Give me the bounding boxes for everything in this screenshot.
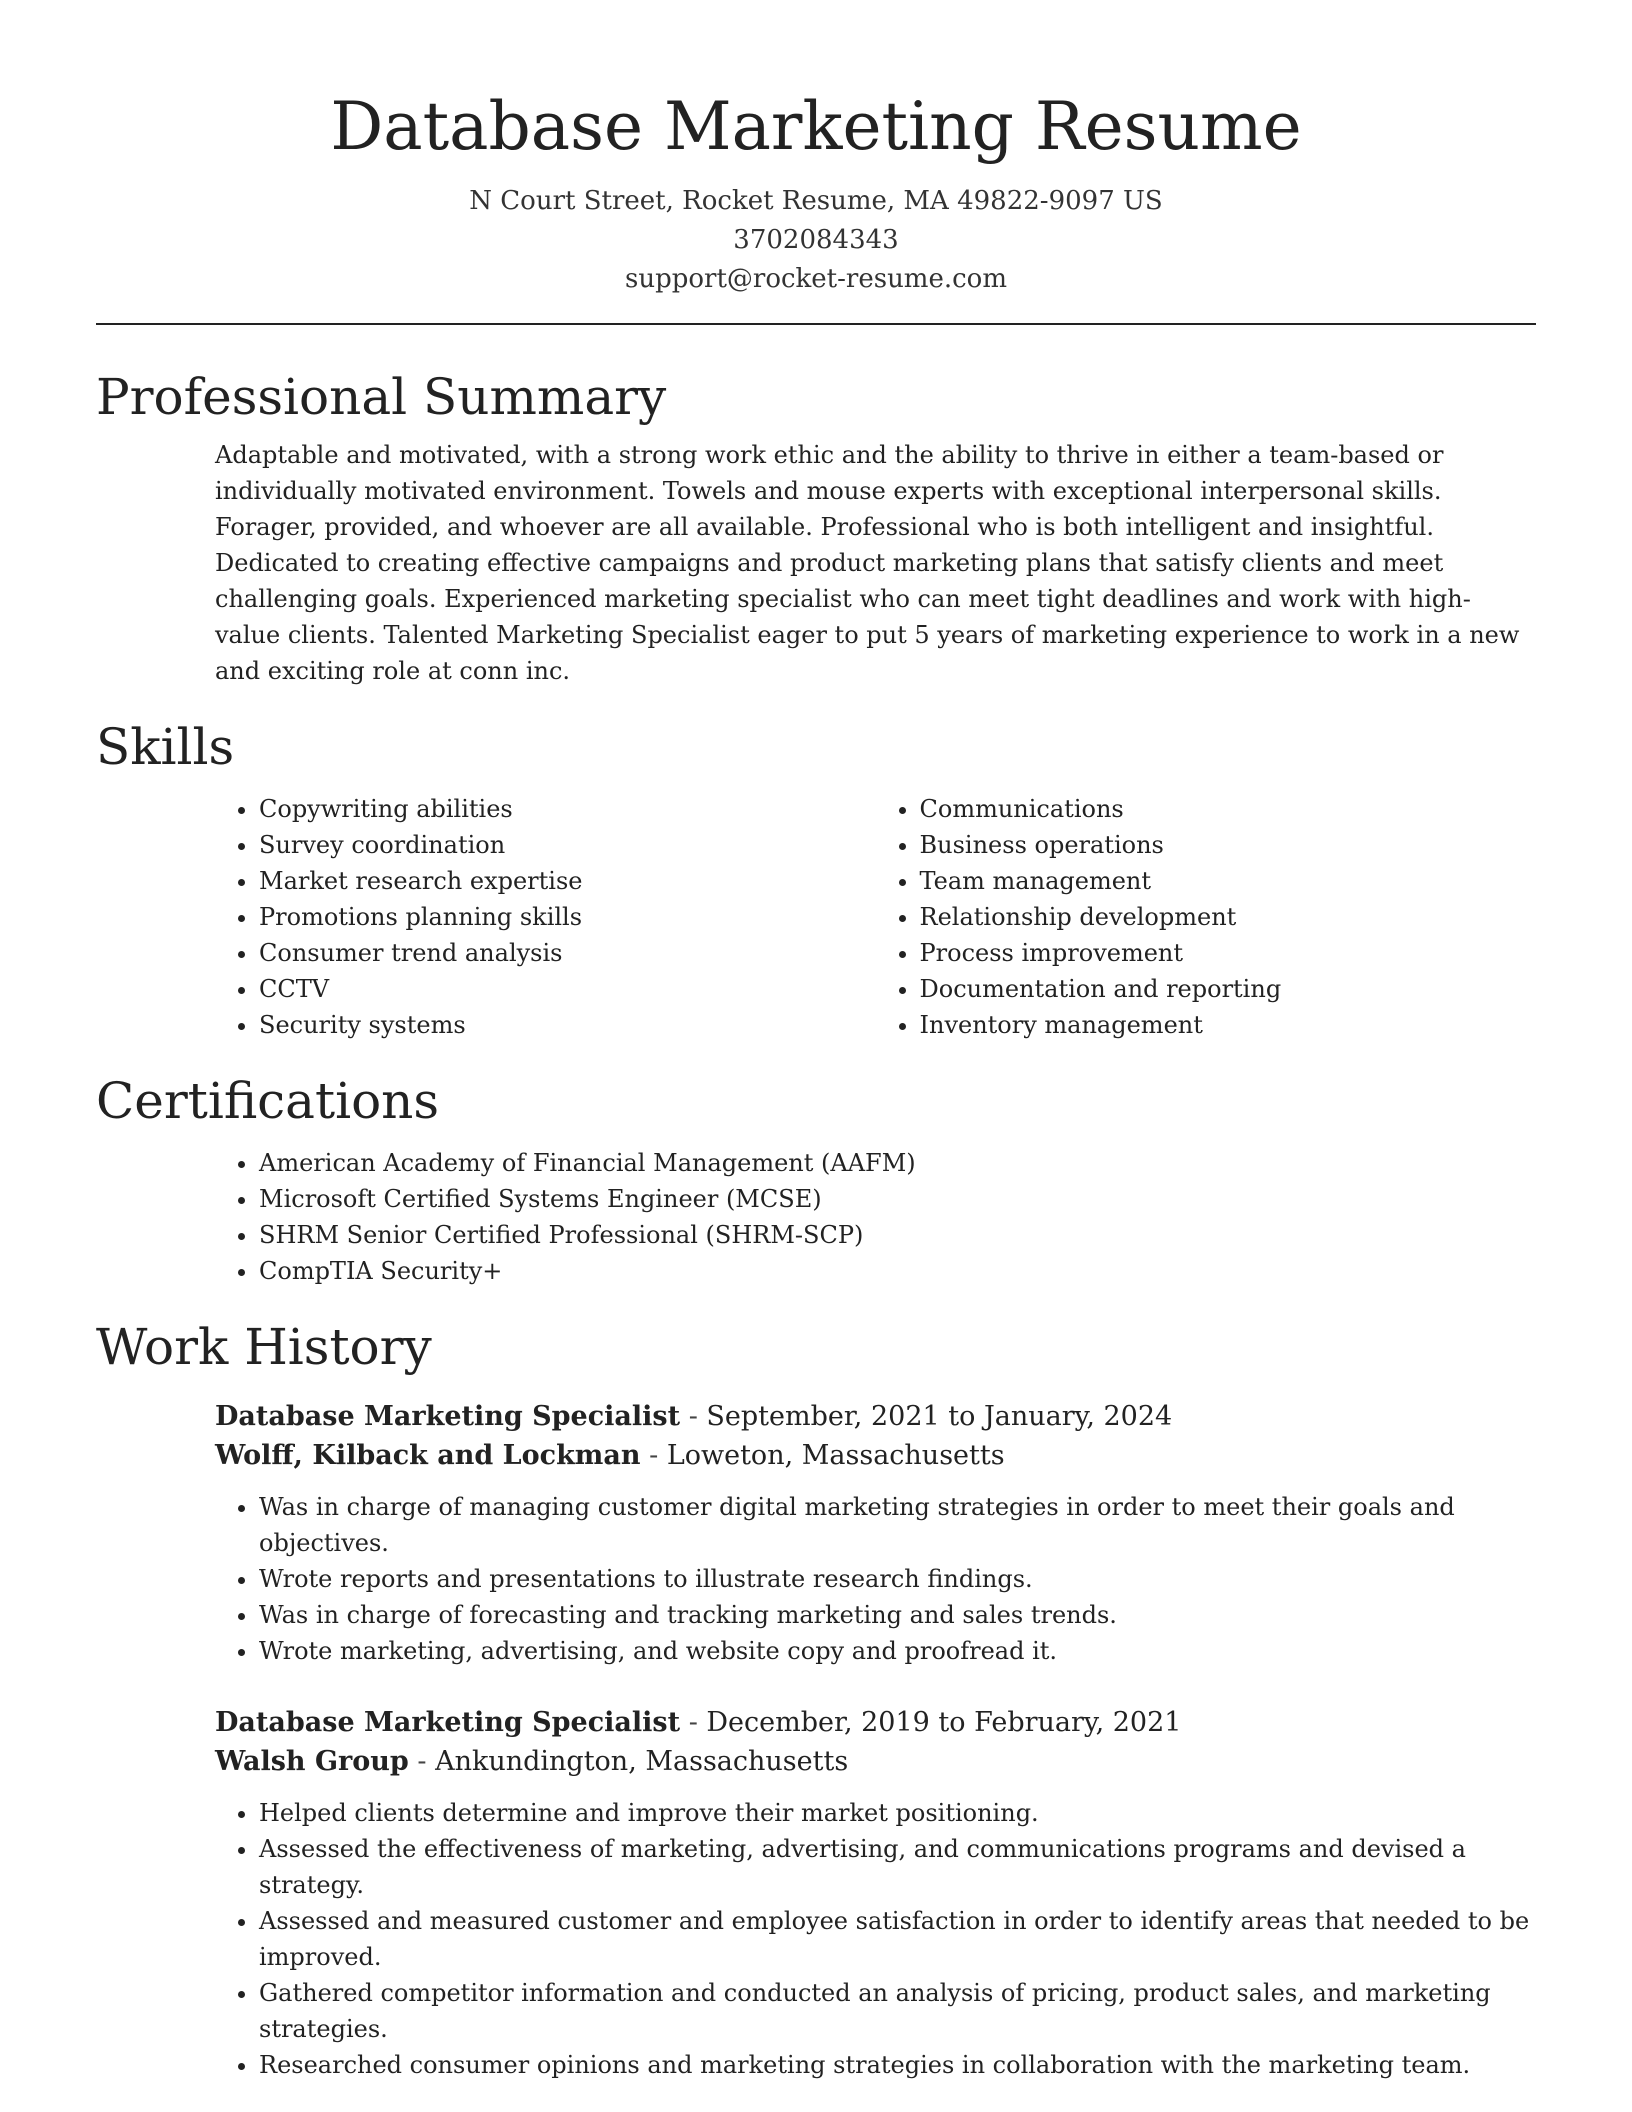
job-bullet: • Assessed and measured customer and employee satisfaction in order to identify areas that needed to be improved. [259, 1903, 1536, 1975]
job-dates: December, 2019 to February, 2021 [706, 1707, 1182, 1738]
skill-item: • Business operations [920, 827, 1537, 863]
job-company: Wolff, Kilback and Lockman [215, 1440, 641, 1471]
job-bullet: • Was in charge of forecasting and tracking marketing and sales trends. [259, 1597, 1536, 1633]
certification-item: • SHRM Senior Certified Professional (SHRM-SCP) [259, 1217, 1536, 1253]
certifications-title: Certifications [96, 1072, 440, 1130]
job-bullet: • Assessed the effectiveness of marketing, advertising, and communications programs and devised a strategy. [259, 1831, 1536, 1903]
job-bullet: • Wrote reports and presentations to illustrate research findings. [259, 1561, 1536, 1597]
skills-column-left [215, 791, 876, 1043]
job-separator: - [688, 1707, 698, 1738]
skills-section [96, 715, 1536, 1043]
certification-item: • American Academy of Financial Management (AAFM) [259, 1145, 1536, 1181]
header-divider [96, 323, 1536, 325]
contact-phone: 3702084343 [733, 225, 899, 255]
job-separator: - [688, 1401, 698, 1432]
certifications-body [215, 1145, 1536, 1289]
work-history-title: Work History [96, 1318, 432, 1376]
certifications-section [96, 1069, 1536, 1289]
job-title: Database Marketing Specialist [215, 1707, 681, 1738]
job-company-line [215, 1436, 1536, 1475]
summary-title: Professional Summary [96, 368, 667, 426]
job-bullet: • Wrote marketing, advertising, and website copy and proofread it. [259, 1633, 1536, 1669]
skill-item: • Consumer trend analysis [259, 935, 876, 971]
resume-name: Database Marketing Resume [330, 88, 1302, 165]
skill-item: • Inventory management [920, 1007, 1537, 1043]
job-separator: - [649, 1440, 659, 1471]
skill-item: • Team management [920, 863, 1537, 899]
skills-column-right [876, 791, 1537, 1043]
skills-body [215, 791, 1536, 1043]
job-bullet: • Was in charge of managing customer digital marketing strategies in order to meet their goals and objectives. [259, 1489, 1536, 1561]
job-bullets [215, 1489, 1536, 1669]
contact-address: N Court Street, Rocket Resume, MA 49822-9097 US [469, 186, 1163, 216]
summary-section [96, 365, 1536, 689]
skill-item: • Security systems [259, 1007, 876, 1043]
job-bullets [215, 1795, 1536, 2083]
resume-header [96, 0, 1536, 299]
work-history-body [215, 1397, 1536, 2083]
certification-item: • Microsoft Certified Systems Engineer (MCSE) [259, 1181, 1536, 1217]
skill-item: • Documentation and reporting [920, 971, 1537, 1007]
skills-grid [215, 791, 1536, 1043]
job-company: Walsh Group [215, 1746, 409, 1777]
contact-email: support@rocket-resume.com [624, 264, 1007, 294]
job-entry [215, 1397, 1536, 1669]
work-history-section [96, 1315, 1536, 2083]
skills-title: Skills [96, 718, 235, 776]
job-location: Loweton, Massachusetts [666, 1440, 1005, 1471]
certification-item: • CompTIA Security+ [259, 1253, 1536, 1289]
resume-page [96, 0, 1536, 2083]
skill-item: • Promotions planning skills [259, 899, 876, 935]
job-dates: September, 2021 to January, 2024 [706, 1401, 1173, 1432]
skill-item: • Copywriting abilities [259, 791, 876, 827]
skill-item: • CCTV [259, 971, 876, 1007]
skill-item: • Survey coordination [259, 827, 876, 863]
skill-item: • Market research expertise [259, 863, 876, 899]
job-company-line [215, 1742, 1536, 1781]
job-bullet: • Researched consumer opinions and marketing strategies in collaboration with the marketing team. [259, 2047, 1536, 2083]
job-location: Ankundington, Massachusetts [435, 1746, 849, 1777]
contact-info [96, 182, 1536, 299]
job-entry [215, 1703, 1536, 2083]
skill-item: • Communications [920, 791, 1537, 827]
job-title: Database Marketing Specialist [215, 1401, 681, 1432]
summary-body [215, 437, 1536, 689]
job-bullet: • Helped clients determine and improve their market positioning. [259, 1795, 1536, 1831]
job-title-line [215, 1397, 1536, 1436]
skill-item: • Relationship development [920, 899, 1537, 935]
job-bullet: • Gathered competitor information and conducted an analysis of pricing, product sales, and marketing strategies. [259, 1975, 1536, 2047]
certifications-list [215, 1145, 1536, 1289]
job-title-line [215, 1703, 1536, 1742]
job-separator: - [417, 1746, 427, 1777]
summary-text: Adaptable and motivated, with a strong work ethic and the ability to thrive in either a team-based or individually motivated environment. Towels and mouse experts with exceptional interpersonal skills. Forager, provided, and whoever are all available. Professional who is both intelligent and insightful. Dedicated to creating effective campaigns and product marketing plans that satisfy clients and meet challenging goals. Experienced marketing specialist who can meet tight deadlines and work with high-value clients. Talented Marketing Specialist eager to put 5 years of marketing experience to work in a new and exciting role at conn inc. [215, 441, 1520, 685]
skill-item: • Process improvement [920, 935, 1537, 971]
